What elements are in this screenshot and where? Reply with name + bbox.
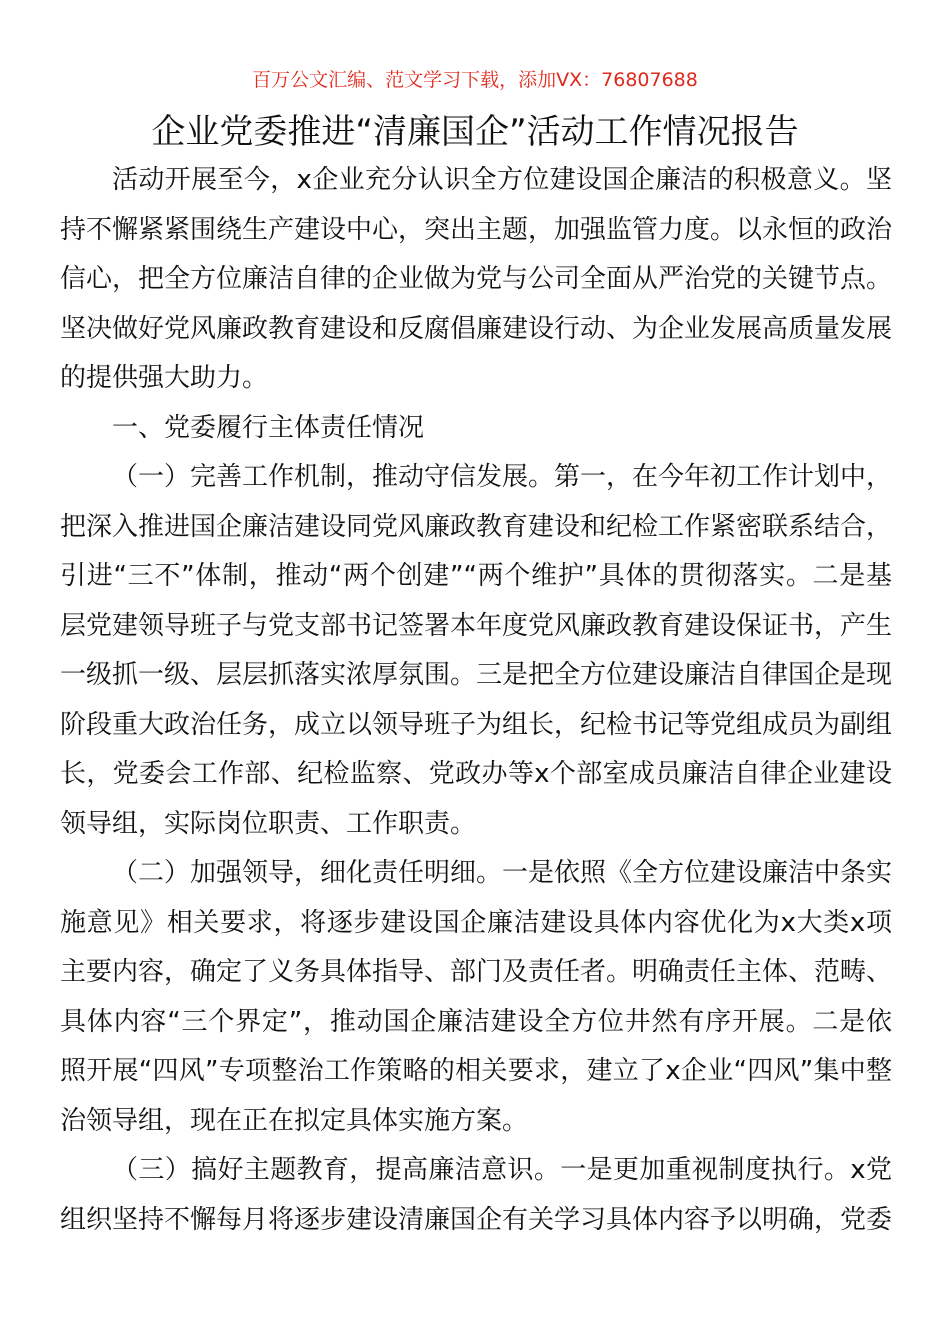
document-body (60, 156, 892, 1245)
section-heading: 一、党委履行主体责任情况 (112, 412, 425, 443)
intro-paragraph: 活动开展至今，x企业充分认识全方位建设国企廉洁的积极意义。坚持不懈紧紧围绕生产建设中心，突出主题，加强监管力度。以永恒的政治信心，把全方位廉洁自律的企业做为党与公司全面从严治党的关键节点。坚决做好党风廉政教育建设和反腐倡廉建设行动、为企业发展高质量发展的提供强大助力。 (60, 165, 893, 393)
watermark-banner: 百万公文汇编、范文学习下载，添加VX：76807688 (252, 69, 698, 91)
paragraph-3: （三）搞好主题教育，提高廉洁意识。一是更加重视制度执行。x党组织坚持不懈每月将逐步建设清廉国企有关学习具体内容予以明确，党委 (60, 1155, 893, 1235)
paragraph-1: （一）完善工作机制，推动守信发展。第一，在今年初工作计划中，把深入推进国企廉洁建设同党风廉政教育建设和纪检工作紧密联系结合，引进“三不”体制，推动“两个创建”“两个维护”具体的贯彻落实。二是基层党建领导班子与党支部书记签署本年度党风廉政教育建设保证书，产生一级抓一级、层层抓落实浓厚氛围。三是把全方位建设廉洁自律国企是现阶段重大政治任务，成立以领导班子为组长，纪检书记等党组成员为副组长，党委会工作部、纪检监察、党政办等x个部室成员廉洁自律企业建设领导组，实际岗位职责、工作职责。 (60, 462, 893, 839)
document-title: 企业党委推进“清廉国企”活动工作情况报告 (151, 112, 799, 152)
paragraph-2: （二）加强领导，细化责任明细。一是依照《全方位建设廉洁中条实施意见》相关要求，将逐步建设国企廉洁建设具体内容优化为x大类x项主要内容，确定了义务具体指导、部门及责任者。明确责任主体、范畴、具体内容“三个界定”，推动国企廉洁建设全方位井然有序开展。二是依照开展“四风”专项整治工作策略的相关要求，建立了x企业“四风”集中整治领导组，现在正在拟定具体实施方案。 (60, 858, 893, 1136)
